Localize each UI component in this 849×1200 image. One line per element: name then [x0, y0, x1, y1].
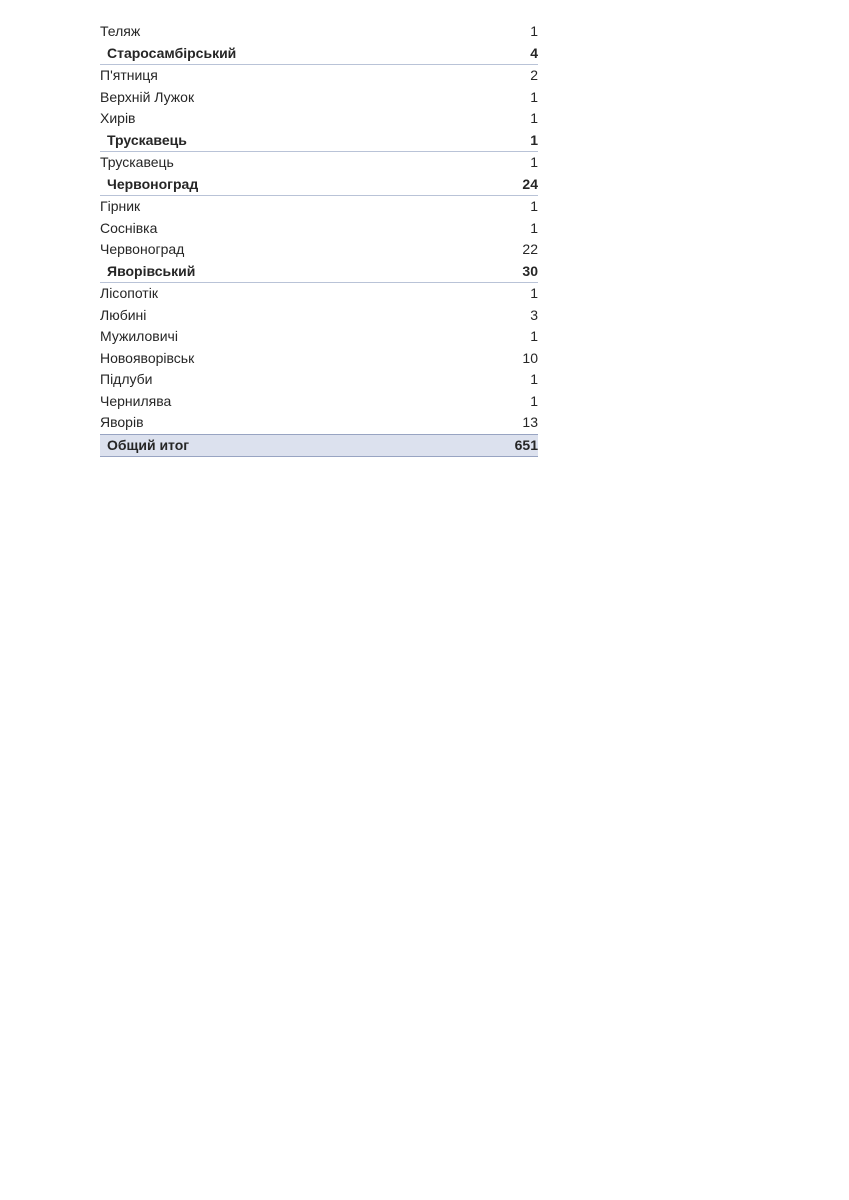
row-value: 22: [522, 241, 538, 257]
item-row: [100, 196, 538, 218]
row-label: Старосамбірський: [100, 43, 476, 65]
group-header-row: [100, 130, 538, 152]
item-row: [100, 412, 538, 434]
row-value: 2: [530, 67, 538, 83]
item-row: [100, 108, 538, 130]
item-row: [100, 239, 538, 261]
row-value: 1: [530, 219, 538, 236]
row-value: 1: [530, 154, 538, 170]
row-value: 1: [530, 328, 538, 344]
row-value: 1: [530, 371, 538, 387]
item-row: [100, 218, 538, 240]
row-value: 651: [476, 434, 538, 457]
group-header-row: [100, 43, 538, 65]
item-row: [100, 152, 538, 174]
row-label: Червоноград: [100, 241, 185, 257]
pivot-table: [100, 21, 538, 457]
grand-total-row: [100, 434, 538, 457]
item-row: [100, 21, 538, 43]
row-value: 3: [530, 306, 538, 323]
row-label: Чернилява: [100, 392, 172, 409]
row-label: Трускавець: [100, 130, 476, 152]
row-label: Теляж: [100, 23, 141, 39]
row-label: Гірник: [100, 198, 141, 214]
row-value: 1: [530, 198, 538, 214]
item-row: [100, 326, 538, 348]
group-header-row: [100, 261, 538, 283]
row-label: Яворівський: [100, 261, 476, 283]
row-value: 1: [530, 88, 538, 105]
row-value: 1: [530, 23, 538, 39]
row-label: Трускавець: [100, 154, 174, 170]
row-label: Червоноград: [100, 174, 476, 196]
row-label: Общий итог: [100, 434, 476, 457]
row-value: 30: [476, 261, 538, 283]
row-label: Мужиловичі: [100, 328, 178, 344]
item-row: [100, 391, 538, 413]
row-label: Підлуби: [100, 371, 153, 387]
pivot-table-body: [100, 21, 538, 457]
row-label: Яворів: [100, 414, 144, 430]
row-value: 10: [522, 349, 538, 366]
row-value: 1: [476, 130, 538, 152]
row-value: 4: [476, 43, 538, 65]
row-value: 13: [522, 414, 538, 430]
row-label: Лісопотік: [100, 285, 158, 301]
item-row: [100, 305, 538, 327]
row-value: 24: [476, 174, 538, 196]
row-value: 1: [530, 110, 538, 126]
row-value: 1: [530, 392, 538, 409]
row-label: Новояворівськ: [100, 349, 195, 366]
row-label: Верхній Лужок: [100, 88, 195, 105]
item-row: [100, 65, 538, 87]
item-row: [100, 87, 538, 109]
row-label: П'ятниця: [100, 67, 158, 83]
row-label: Соснівка: [100, 219, 158, 236]
row-label: Любині: [100, 306, 147, 323]
item-row: [100, 369, 538, 391]
item-row: [100, 348, 538, 370]
row-label: Хирів: [100, 110, 136, 126]
item-row: [100, 283, 538, 305]
group-header-row: [100, 174, 538, 196]
row-value: 1: [530, 285, 538, 301]
